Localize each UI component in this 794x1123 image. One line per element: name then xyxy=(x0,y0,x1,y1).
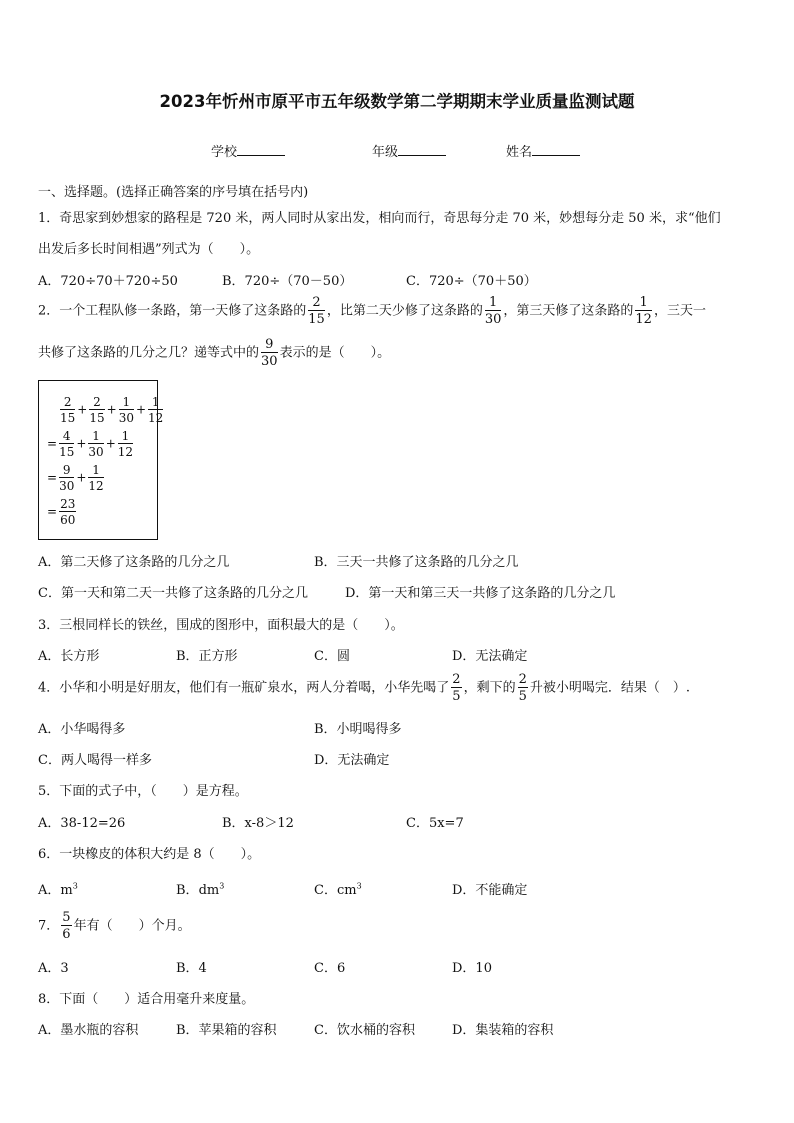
denominator: 15 xyxy=(308,312,325,327)
option-letter: B． xyxy=(176,883,199,898)
numerator: 1 xyxy=(119,396,134,410)
q4-option-d[interactable]: D．无法确定 xyxy=(314,753,390,768)
q1-option-c[interactable]: C．720÷（70＋50） xyxy=(406,274,537,289)
fraction xyxy=(308,296,325,326)
numerator: 5 xyxy=(62,910,71,925)
q3-option-d[interactable]: D．无法确定 xyxy=(452,649,528,664)
q5-option-a[interactable]: A．38-12=26 xyxy=(38,816,126,831)
calc-row-4: = $\frac{23}{60}$ xyxy=(47,497,76,527)
q6-option-d[interactable]: D．不能确定 xyxy=(452,883,528,898)
fraction xyxy=(635,296,652,326)
q1-option-a[interactable]: A．720÷70＋720÷50 xyxy=(38,274,178,289)
denominator: 30 xyxy=(118,411,134,425)
q4-text xyxy=(38,673,690,703)
numerator: 2 xyxy=(308,296,325,311)
q2-text-2: ，比第二天少修了这条路的 xyxy=(326,303,483,319)
calc-row-3: = $\frac{9}{30}$ + $\frac{1}{12}$ xyxy=(47,463,104,493)
name-label: 姓名 xyxy=(506,145,533,160)
fraction xyxy=(88,430,103,458)
q8-text: 8．下面（ ）适合用毫升来度量。 xyxy=(38,992,255,1007)
fraction xyxy=(485,296,502,326)
q6-option-b[interactable] xyxy=(176,879,224,898)
q2-line2 xyxy=(38,338,390,368)
numerator: 23 xyxy=(60,497,76,511)
numerator: 1 xyxy=(88,464,103,478)
grade-label: 年级 xyxy=(372,145,399,160)
fraction xyxy=(118,430,133,458)
q7-option-b[interactable]: B．4 xyxy=(176,961,207,976)
q2-option-a[interactable]: A．第二天修了这条路的几分之几 xyxy=(38,555,230,570)
q4-option-b[interactable]: B．小明喝得多 xyxy=(314,722,402,737)
fraction xyxy=(59,430,74,458)
denominator: 6 xyxy=(62,927,71,942)
numerator: 1 xyxy=(485,296,502,311)
q4-text-1: 4．小华和小明是好朋友，他们有一瓶矿泉水，两人分着喝，小华先喝了 xyxy=(38,680,450,696)
fraction xyxy=(119,396,134,424)
q7-number: 7． xyxy=(38,918,60,934)
school-label: 学校 xyxy=(211,145,238,160)
denominator: 15 xyxy=(60,411,76,425)
numerator: 2 xyxy=(452,672,461,687)
q8-option-b[interactable]: B．苹果箱的容积 xyxy=(176,1023,277,1038)
q2-option-d[interactable]: D．第一天和第三天一共修了这条路的几分之几 xyxy=(345,586,616,601)
grade-field[interactable] xyxy=(372,141,446,160)
numerator: 9 xyxy=(59,464,74,478)
school-blank[interactable] xyxy=(237,143,285,156)
option-letter: C． xyxy=(314,883,337,898)
calc-row-1: $\frac{2}{15}$ + $\frac{2}{15}$ + $\frac{1}{30}$ + $\frac{1}{12}$ xyxy=(60,395,164,425)
name-field[interactable] xyxy=(506,141,580,160)
q3-option-b[interactable]: B．正方形 xyxy=(176,649,238,664)
q7-option-a[interactable]: A．3 xyxy=(38,961,69,976)
denominator: 30 xyxy=(59,479,75,493)
denominator: 30 xyxy=(88,445,104,459)
numerator: 2 xyxy=(89,396,104,410)
numerator: 1 xyxy=(148,396,163,410)
q1-option-b[interactable]: B．720÷（70－50） xyxy=(222,274,353,289)
q5-option-c[interactable]: C．5x=7 xyxy=(406,816,464,831)
fraction xyxy=(261,338,278,368)
denominator: 12 xyxy=(117,445,134,459)
q3-option-c[interactable]: C．圆 xyxy=(314,649,350,664)
q2-text-6: 表示的是（ ）。 xyxy=(279,345,391,361)
q2-text-4: ，三天一 xyxy=(653,303,706,319)
fraction xyxy=(89,396,104,424)
section-heading: 一、选择题。(选择正确答案的序号填在括号内) xyxy=(38,185,309,200)
calc-row-2: = $\frac{4}{15}$ + $\frac{1}{30}$ + $\frac{1}{12}$ xyxy=(47,429,134,459)
exponent: 3 xyxy=(356,881,362,891)
q4-option-c[interactable]: C．两人喝得一样多 xyxy=(38,753,152,768)
numerator: 2 xyxy=(518,672,527,687)
denominator: 60 xyxy=(60,513,76,527)
option-letter: A． xyxy=(38,883,61,898)
denominator: 30 xyxy=(261,354,278,369)
exponent: 3 xyxy=(72,881,78,891)
denominator: 12 xyxy=(635,312,652,327)
unit: dm xyxy=(198,883,220,898)
q7-option-d[interactable]: D．10 xyxy=(452,961,492,976)
q2-text-3: ，第三天修了这条路的 xyxy=(503,303,634,319)
q6-text: 6．一块橡皮的体积大约是 8（ ）。 xyxy=(38,847,261,862)
denominator: 5 xyxy=(452,689,461,704)
q2-line1 xyxy=(38,296,706,326)
fraction xyxy=(148,396,163,424)
q2-text-1: 2．一个工程队修一条路，第一天修了这条路的 xyxy=(38,303,307,319)
denominator: 12 xyxy=(88,479,104,493)
q7-text-1: 年有（ ）个月。 xyxy=(73,918,191,934)
q7-option-c[interactable]: C．6 xyxy=(314,961,346,976)
denominator: 30 xyxy=(484,312,502,327)
numerator: 2 xyxy=(60,396,75,410)
q4-text-2: ，剩下的 xyxy=(463,680,516,696)
fraction xyxy=(451,673,461,703)
q8-option-c[interactable]: C．饮水桶的容积 xyxy=(314,1023,415,1038)
q1-line1: 1．奇思家到妙想家的路程是 720 米，两人同时从家出发，相向而行，奇思每分走 70 米，妙想每分走 50 米，求“他们 xyxy=(38,211,721,226)
denominator: 5 xyxy=(518,689,527,704)
grade-blank[interactable] xyxy=(398,143,446,156)
denominator: 15 xyxy=(59,445,75,459)
q7-text xyxy=(38,911,191,941)
fraction xyxy=(88,464,103,492)
q3-text: 3．三根同样长的铁丝，围成的图形中，面积最大的是（ ）。 xyxy=(38,618,404,633)
fraction xyxy=(59,464,74,492)
fraction xyxy=(60,396,75,424)
numerator: 1 xyxy=(88,430,103,444)
denominator: 12 xyxy=(148,411,164,425)
unit: m xyxy=(60,883,73,898)
fraction xyxy=(61,911,71,941)
numerator: 9 xyxy=(261,338,278,353)
q2-option-c[interactable]: C．第一天和第二天一共修了这条路的几分之几 xyxy=(38,586,308,601)
fraction xyxy=(518,673,528,703)
unit: cm xyxy=(336,883,357,898)
q4-option-a[interactable]: A．小华喝得多 xyxy=(38,722,126,737)
q2-option-b[interactable]: B．三天一共修了这条路的几分之几 xyxy=(314,555,519,570)
name-blank[interactable] xyxy=(532,143,580,156)
q1-line2: 出发后多长时间相遇”列式为（ ）。 xyxy=(38,242,260,257)
numerator: 1 xyxy=(118,430,133,444)
q8-option-a[interactable]: A．墨水瓶的容积 xyxy=(38,1023,139,1038)
numerator: 4 xyxy=(59,430,74,444)
q6-option-c[interactable] xyxy=(314,879,362,898)
q3-option-a[interactable]: A．长方形 xyxy=(38,649,100,664)
q4-text-3: 升被小明喝完．结果（ ）. xyxy=(529,680,690,696)
school-field[interactable] xyxy=(211,141,285,160)
denominator: 15 xyxy=(89,411,105,425)
numerator: 1 xyxy=(635,296,652,311)
q8-option-d[interactable]: D．集装箱的容积 xyxy=(452,1023,554,1038)
q6-option-a[interactable] xyxy=(38,879,78,898)
q2-text-5: 共修了这条路的几分之几？递等式中的 xyxy=(38,345,260,361)
exponent: 3 xyxy=(219,881,225,891)
q5-option-b[interactable]: B．x-8＞12 xyxy=(222,816,294,831)
page-title: 2023年忻州市原平市五年级数学第二学期期末学业质量监测试题 xyxy=(159,92,635,111)
fraction xyxy=(59,498,76,526)
q5-text: 5．下面的式子中，（ ）是方程。 xyxy=(38,784,248,799)
